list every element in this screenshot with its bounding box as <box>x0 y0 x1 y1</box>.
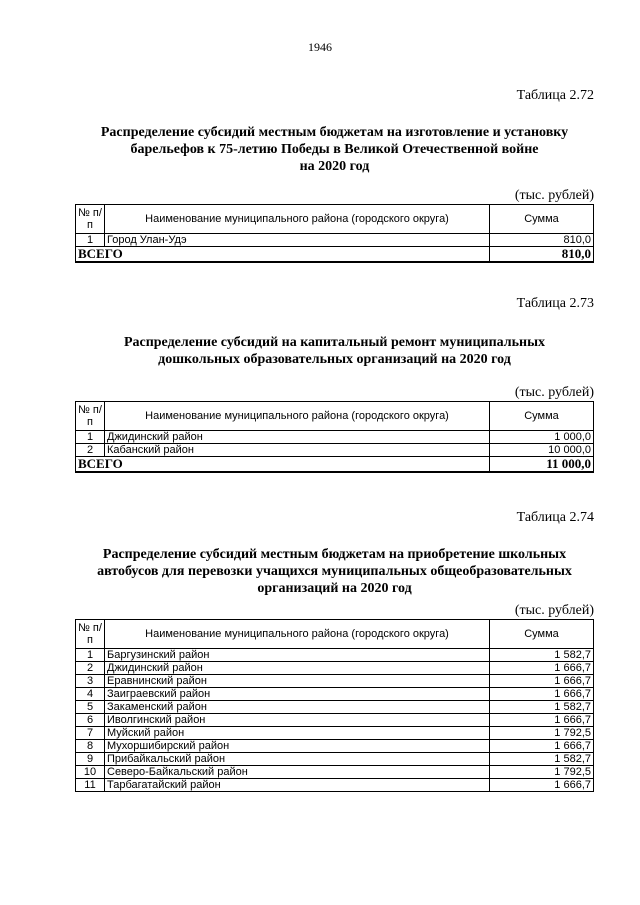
table-header-row <box>76 620 594 649</box>
unit-label: (тыс. рублей) <box>514 603 594 618</box>
total-sum: 11 000,0 <box>490 457 594 473</box>
row-num: 8 <box>76 740 105 753</box>
unit-label: (тыс. рублей) <box>514 188 594 203</box>
table-row <box>76 727 594 740</box>
table-row <box>76 431 594 444</box>
section-title-line: на 2020 год <box>299 159 370 174</box>
row-name: Еравнинский район <box>105 675 490 688</box>
total-sum: 810,0 <box>490 247 594 263</box>
row-name: Город Улан-Удэ <box>105 234 490 247</box>
row-name: Кабанский район <box>105 444 490 457</box>
section-title-line: барельефов к 75-летию Победы в Великой Отечественной войне <box>130 142 539 157</box>
table-row <box>76 662 594 675</box>
table-row <box>76 714 594 727</box>
section-table-2-72 <box>75 88 594 263</box>
row-num: 1 <box>76 649 105 662</box>
row-num: 10 <box>76 766 105 779</box>
row-num: 1 <box>76 431 105 444</box>
row-sum: 1 666,7 <box>490 779 594 792</box>
row-name: Прибайкальский район <box>105 753 490 766</box>
table-row <box>76 688 594 701</box>
section-title-line: автобусов для перевозки учащихся муниципальных общеобразовательных <box>97 564 572 579</box>
header-sum: Сумма <box>490 620 594 649</box>
row-name: Джидинский район <box>105 431 490 444</box>
row-num: 5 <box>76 701 105 714</box>
section-table-2-74 <box>75 510 594 792</box>
header-num: № п/п <box>76 402 105 431</box>
table-row <box>76 444 594 457</box>
header-sum: Сумма <box>490 205 594 234</box>
row-num: 1 <box>76 234 105 247</box>
section-title-line: Распределение субсидий местным бюджетам на приобретение школьных <box>102 547 567 562</box>
row-sum: 1 666,7 <box>490 688 594 701</box>
section-title-line: Распределение субсидий местным бюджетам на изготовление и установку <box>100 125 569 140</box>
table-label: Таблица 2.73 <box>516 296 594 311</box>
row-sum: 1 666,7 <box>490 662 594 675</box>
row-sum: 1 582,7 <box>490 753 594 766</box>
section-title-line: организаций на 2020 год <box>257 581 412 596</box>
table-label: Таблица 2.74 <box>516 510 594 525</box>
subsidy-table <box>75 619 594 792</box>
row-sum: 1 666,7 <box>490 714 594 727</box>
row-name: Закаменский район <box>105 701 490 714</box>
subsidy-table <box>75 401 594 473</box>
table-row <box>76 675 594 688</box>
table-header-row <box>76 205 594 234</box>
row-sum: 10 000,0 <box>490 444 594 457</box>
row-name: Муйский район <box>105 727 490 740</box>
row-name: Северо-Байкальский район <box>105 766 490 779</box>
row-sum: 1 582,7 <box>490 649 594 662</box>
row-sum: 1 666,7 <box>490 675 594 688</box>
row-num: 9 <box>76 753 105 766</box>
row-name: Баргузинский район <box>105 649 490 662</box>
table-row <box>76 779 594 792</box>
row-sum: 1 582,7 <box>490 701 594 714</box>
row-sum: 1 792,5 <box>490 766 594 779</box>
row-sum: 1 000,0 <box>490 431 594 444</box>
row-num: 2 <box>76 662 105 675</box>
table-row <box>76 234 594 247</box>
table-row <box>76 740 594 753</box>
table-row <box>76 753 594 766</box>
table-row <box>76 701 594 714</box>
section-title-line: дошкольных образовательных организаций на 2020 год <box>158 352 511 367</box>
row-num: 4 <box>76 688 105 701</box>
header-num: № п/п <box>76 620 105 649</box>
row-num: 3 <box>76 675 105 688</box>
row-num: 11 <box>76 779 105 792</box>
total-row <box>76 247 594 263</box>
header-name: Наименование муниципального района (городского округа) <box>105 402 490 431</box>
total-row <box>76 457 594 473</box>
total-label: ВСЕГО <box>76 457 490 473</box>
row-sum: 1 666,7 <box>490 740 594 753</box>
section-table-2-73 <box>75 296 594 473</box>
row-name: Джидинский район <box>105 662 490 675</box>
header-sum: Сумма <box>490 402 594 431</box>
subsidy-table <box>75 204 594 263</box>
table-label: Таблица 2.72 <box>516 88 594 103</box>
row-sum: 810,0 <box>490 234 594 247</box>
row-name: Иволгинский район <box>105 714 490 727</box>
header-name: Наименование муниципального района (городского округа) <box>105 205 490 234</box>
row-name: Тарбагатайский район <box>105 779 490 792</box>
page-number: 1946 <box>308 40 332 54</box>
total-label: ВСЕГО <box>76 247 490 263</box>
unit-label: (тыс. рублей) <box>514 385 594 400</box>
row-num: 2 <box>76 444 105 457</box>
table-header-row <box>76 402 594 431</box>
row-sum: 1 792,5 <box>490 727 594 740</box>
table-row <box>76 649 594 662</box>
section-title-line: Распределение субсидий на капитальный ремонт муниципальных <box>123 335 546 350</box>
row-name: Мухоршибирский район <box>105 740 490 753</box>
row-num: 6 <box>76 714 105 727</box>
row-name: Заиграевский район <box>105 688 490 701</box>
header-num: № п/п <box>76 205 105 234</box>
header-name: Наименование муниципального района (городского округа) <box>105 620 490 649</box>
table-row <box>76 766 594 779</box>
row-num: 7 <box>76 727 105 740</box>
